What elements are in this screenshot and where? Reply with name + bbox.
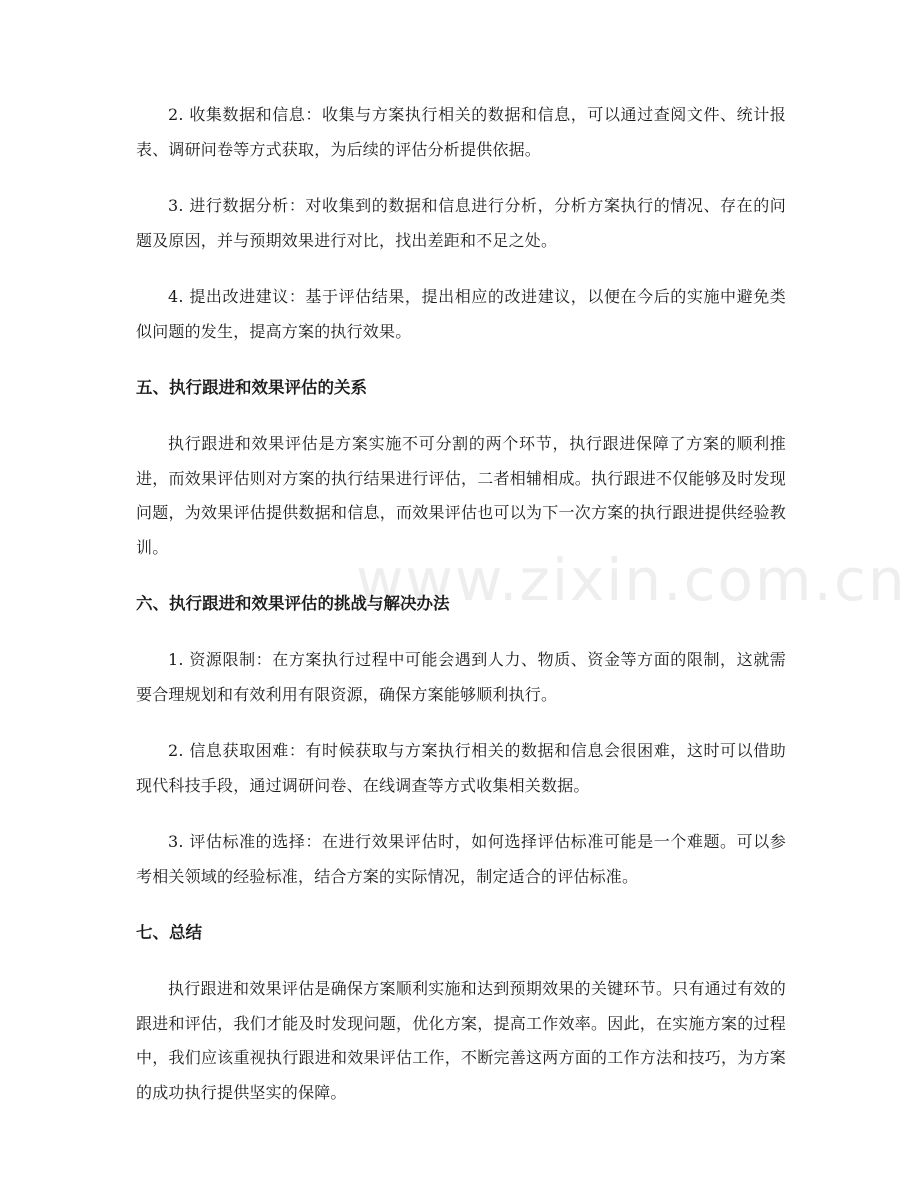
challenge-2-paragraph: 2. 信息获取困难：有时候获取与方案执行相关的数据和信息会很困难，这时可以借助现代科技手段，通过调研问卷、在线调查等方式收集相关数据。 (136, 741, 786, 795)
step-2-paragraph: 2. 收集数据和信息：收集与方案执行相关的数据和信息，可以通过查阅文件、统计报表、调研问卷等方式获取，为后续的评估分析提供依据。 (136, 105, 786, 159)
section-6-heading: 六、执行跟进和效果评估的挑战与解决办法 (136, 594, 450, 613)
section-5-heading: 五、执行跟进和效果评估的关系 (136, 378, 367, 397)
summary-paragraph: 执行跟进和效果评估是确保方案顺利实施和达到预期效果的关键环节。只有通过有效的跟进和评估，我们才能及时发现问题，优化方案，提高工作效率。因此，在实施方案的过程中，我们应该重视执行跟进和效果评估工作，不断完善这两方面的工作方法和技巧，为方案的成功执行提供坚实的保障。 (136, 979, 786, 1102)
challenge-1-paragraph: 1. 资源限制：在方案执行过程中可能会遇到人力、物质、资金等方面的限制，这就需要合理规划和有效利用有限资源，确保方案能够顺利执行。 (136, 650, 786, 704)
challenge-3-paragraph: 3. 评估标准的选择：在进行效果评估时，如何选择评估标准可能是一个难题。可以参考相关领域的经验标准，结合方案的实际情况，制定适合的评估标准。 (136, 832, 786, 886)
watermark-text: www.zixin.com.cn (356, 546, 907, 614)
step-3-paragraph: 3. 进行数据分析：对收集到的数据和信息进行分析，分析方案执行的情况、存在的问题及原因，并与预期效果进行对比，找出差距和不足之处。 (136, 196, 786, 250)
section-5-paragraph: 执行跟进和效果评估是方案实施不可分割的两个环节，执行跟进保障了方案的顺利推进，而效果评估则对方案的执行结果进行评估，二者相辅相成。执行跟进不仅能够及时发现问题，为效果评估提供数据和信息，而效果评估也可以为下一次方案的执行跟进提供经验教训。 (136, 434, 786, 557)
document-body (136, 98, 786, 1132)
step-4-paragraph: 4. 提出改进建议：基于评估结果，提出相应的改进建议，以便在今后的实施中避免类似问题的发生，提高方案的执行效果。 (136, 287, 786, 341)
section-7-heading: 七、总结 (136, 923, 202, 942)
